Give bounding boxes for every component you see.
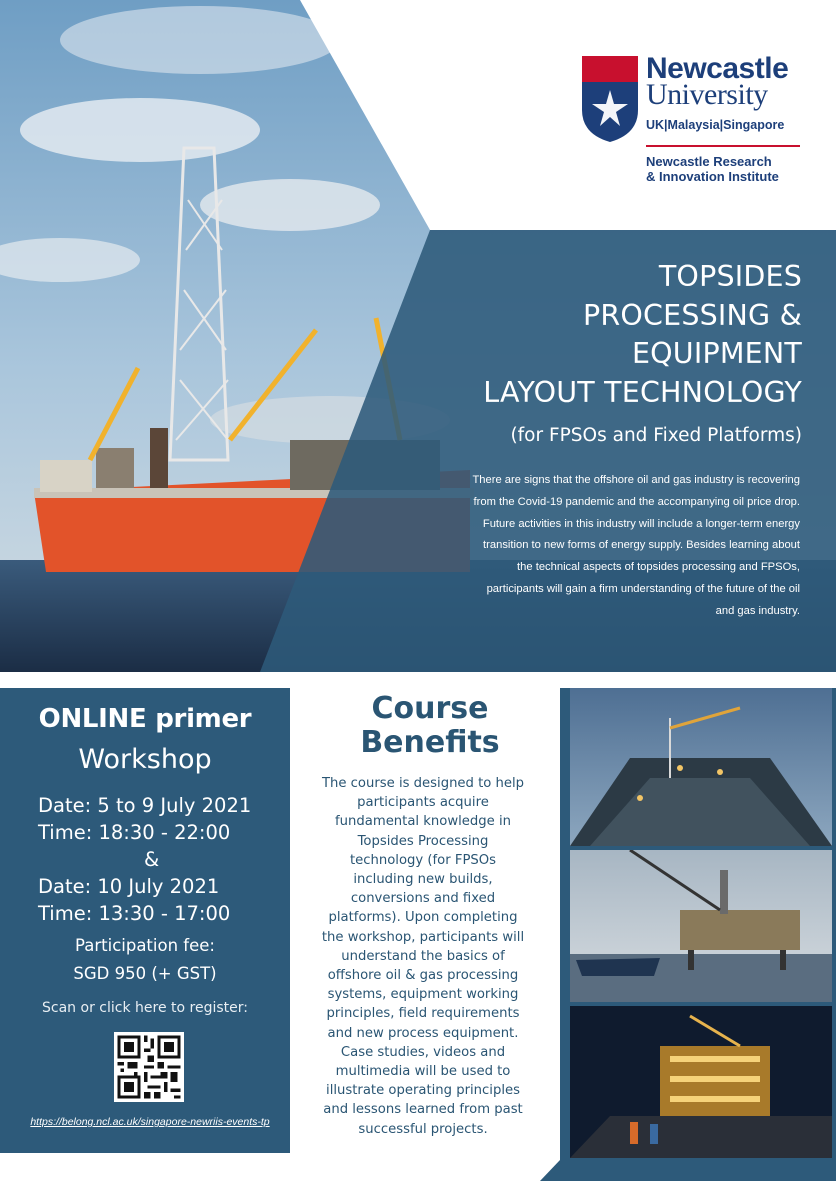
title-line: EQUIPMENT <box>631 337 802 370</box>
benefits-line: platforms). Upon completing <box>328 910 518 926</box>
benefits-text <box>300 774 546 1139</box>
institute-name-line1: Newcastle Research <box>646 154 772 169</box>
schedule-separator: & <box>144 848 160 871</box>
qr-code-icon[interactable] <box>114 1032 184 1102</box>
workshop-panel <box>0 688 290 1153</box>
intro-line: from the Covid-19 pandemic and the accompanying oil price drop. <box>473 495 800 508</box>
tanker-deck-photo <box>570 688 832 846</box>
benefits-line: The course is designed to help <box>321 776 525 791</box>
schedule-line: Date: 10 July 2021 <box>38 875 220 898</box>
register-prompt: Scan or click here to register: <box>42 1000 248 1016</box>
benefits-line: and new process equipment. <box>327 1025 519 1041</box>
fee-value: SGD 950 (+ GST) <box>73 964 217 983</box>
schedule-line: Time: 13:30 - 17:00 <box>38 902 231 925</box>
fee-label: Participation fee: <box>75 936 215 955</box>
benefits-line: fundamental knowledge in <box>335 814 511 830</box>
schedule-line: Time: 18:30 - 22:00 <box>38 821 231 844</box>
workshop-format: ONLINE primer <box>38 704 252 734</box>
night-platform-image <box>570 1006 832 1158</box>
logo-campuses: UK|Malaysia|Singapore <box>646 118 785 132</box>
intro-line: Future activities in this industry will include a longer-term energy <box>482 517 800 530</box>
photo-column <box>560 688 836 1168</box>
benefits-line: Case studies, videos and <box>340 1044 506 1060</box>
schedule-line: Date: 5 to 9 July 2021 <box>38 794 252 817</box>
university-logo <box>580 52 810 192</box>
university-crest-icon <box>580 54 640 144</box>
register-link[interactable]: https://belong.ncl.ac.uk/singapore-newriis-events-tp <box>30 1116 270 1128</box>
benefits-heading <box>300 692 560 760</box>
course-subtitle: (for FPSOs and Fixed Platforms) <box>510 425 802 446</box>
benefits-line: systems, equipment working <box>327 987 519 1003</box>
intro-line: transition to new forms of energy supply. Besides learning about <box>483 539 800 552</box>
tanker-deck-image <box>570 688 832 846</box>
benefits-line: understand the basics of <box>341 948 505 964</box>
benefits-line: multimedia will be used to <box>335 1064 511 1080</box>
intro-line: and gas industry. <box>715 604 800 617</box>
benefits-line: illustrate operating principles <box>326 1083 520 1099</box>
intro-paragraph <box>398 470 800 623</box>
offshore-rig-image <box>570 850 832 1002</box>
benefits-line: successful projects. <box>358 1121 488 1137</box>
benefits-line: technology (for FPSOs <box>349 852 497 868</box>
benefits-line: conversions and fixed <box>350 891 496 907</box>
benefits-line: including new builds, <box>353 872 493 888</box>
qr-code-graphic <box>114 1032 184 1102</box>
offshore-rig-photo <box>570 850 832 1002</box>
benefits-line: participants acquire <box>357 795 489 811</box>
intro-line: participants will gain a firm understanding of the future of the oil <box>486 582 800 595</box>
logo-divider <box>646 145 800 147</box>
benefits-line: and lessons learned from past <box>323 1102 523 1118</box>
title-line: PROCESSING & <box>582 298 802 332</box>
night-platform-photo <box>570 1006 832 1158</box>
title-line: TOPSIDES <box>658 260 802 293</box>
institute-name-line2: & Innovation Institute <box>646 169 779 184</box>
intro-line: There are signs that the offshore oil and gas industry is recovering <box>472 474 800 486</box>
logo-wordmark-university: University <box>646 78 768 111</box>
footer-band <box>0 1160 836 1181</box>
workshop-schedule <box>38 792 251 927</box>
logo-wordmark-newcastle: Newcastle <box>646 52 789 85</box>
benefits-line: Topsides Processing <box>357 833 489 849</box>
intro-line: the technical aspects of topsides processing and FPSOs, <box>517 561 800 574</box>
benefits-line: offshore oil & gas processing <box>327 968 519 984</box>
benefits-line: principles, field requirements <box>326 1006 520 1022</box>
benefits-heading-line: Benefits <box>360 725 500 760</box>
course-title <box>382 258 802 412</box>
workshop-label: Workshop <box>78 744 212 775</box>
benefits-line: the workshop, participants will <box>321 929 525 945</box>
title-line: LAYOUT TECHNOLOGY <box>483 375 802 409</box>
benefits-heading-line: Course <box>371 691 489 726</box>
